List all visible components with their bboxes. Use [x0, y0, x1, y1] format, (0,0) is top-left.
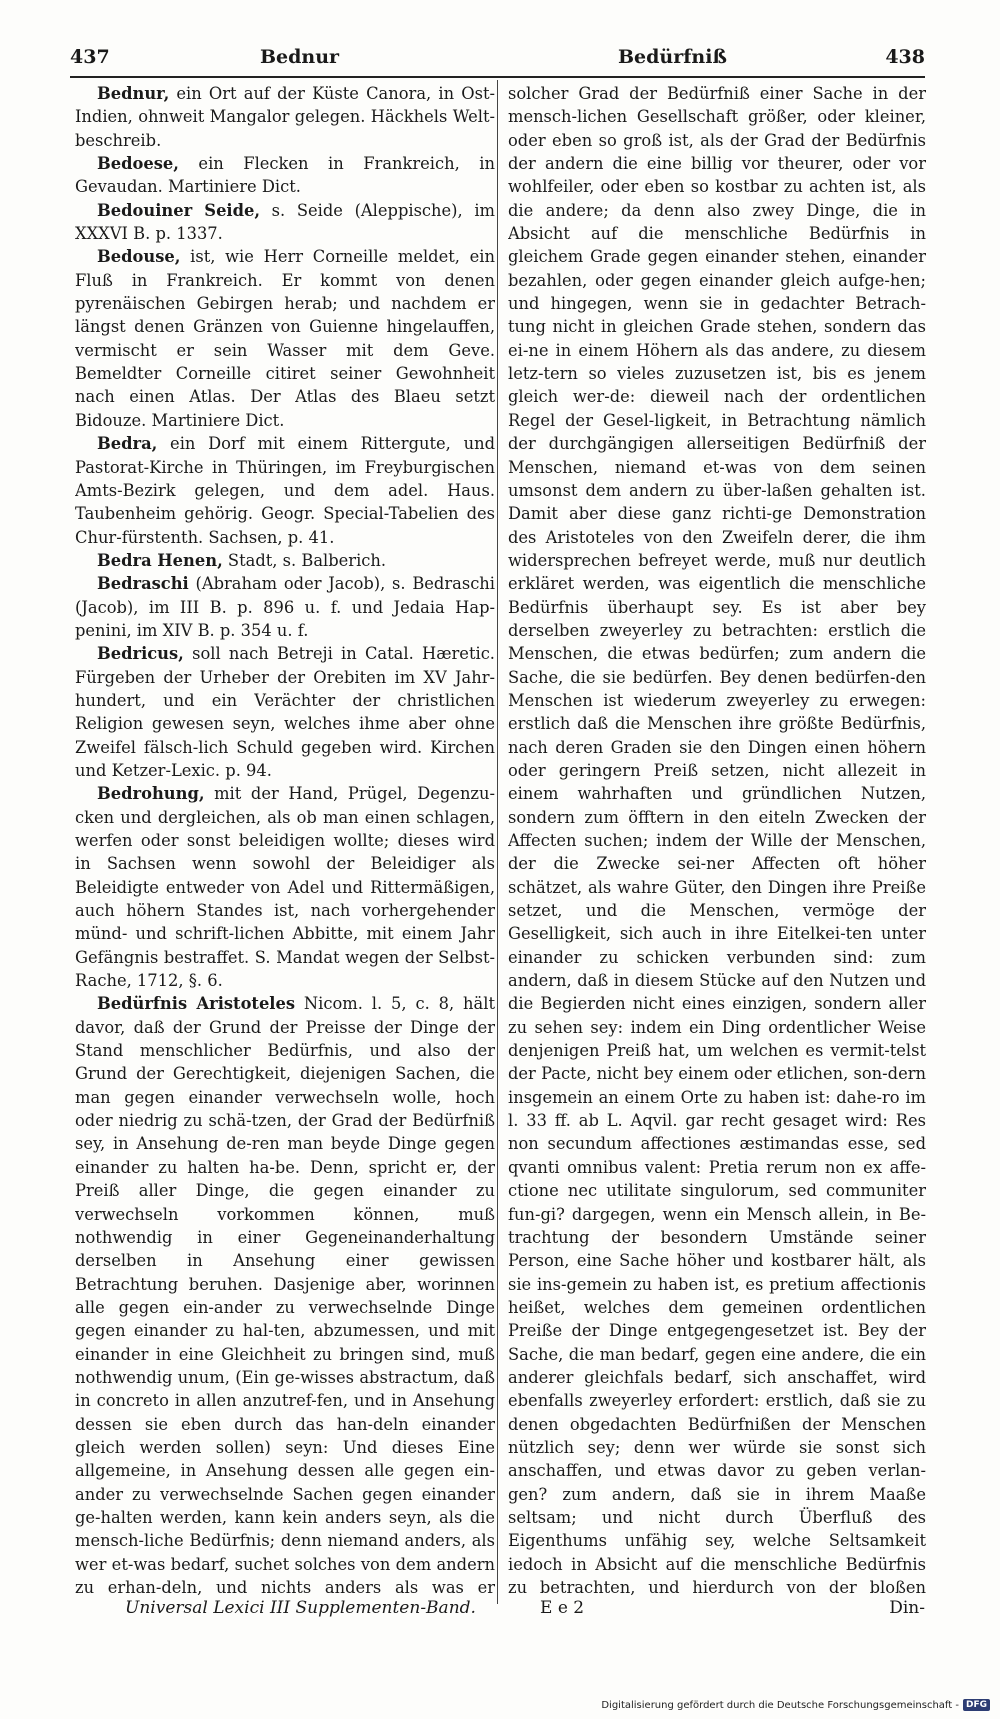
entry-continuation: solcher Grad der Bedürfniß einer Sache in der mensch-lichen Gesellschaft größer, oder kleiner, oder eben so groß ist, als der Grad der Bedürfnis der andern die eine billig vor theurer, oder vor wohlfeiler, oder eben so kostbar zu achten ist, als die andere; da denn also zwey Dinge, die in Absicht auf die menschliche Bedürfnis in gleichem Grade gegen einander stehen, einander bezahlen, oder gegen einander gleich aufge-hen; und hingegen, wenn sie in gedachter Betrach-tung nicht in gleichen Grade stehen, sondern das ei-ne in einem Höhern als das andere, zu diesem letz-tern so vieles zuzusetzen ist, bis es jenem gleich wer-de: dieweil nach der ordentlichen Regel der Gesel-ligkeit, in Betrachtung nämlich der durchgängigen allerseitigen Bedürfniß der Menschen, niemand et-was von dem seinen umsonst dem andern zu über-laßen gehalten ist. Damit aber diese ganz richti-ge Demonstration des Aristoteles von den Zweifeln derer, die ihm widersprechen befreyet werde, muß nur deutlich erkläret werden, was eigentlich die menschliche Bedürfnis überhaupt sey. Es ist aber bey derselben zweyerley zu betrachten: erstlich die Menschen, die etwas bedürfen; zum andern die Sache, die sie bedürfen. Bey denen bedürfen-den Menschen ist wiederum zweyerley zu erwegen: erstlich daß die Menschen ihre größte Bedürfnis, nach deren Graden sie den Dingen einen höhern oder geringern Preiß setzen, nicht allezeit in einem wahrhaften und gründlichen Nutzen, sondern zum öfftern in den eiteln Zwecken der Affecten suchen; indem der Wille der Menschen, der die Zwecke sei-ner Affecten oft höher schätzet, als wahre Güter, den Dingen ihre Preiße setzet, und die Menschen, vermöge der Geselligkeit, sich auch in ihre Eitelkei-ten unter einander zu schicken verbunden sind: zum andern, daß in diesem Stücke auf den Nutzen und die Begierden nicht eines einzigen, sondern aller zu sehen sey: indem ein Ding ordentlicher Weise denjenigen Preiß hat, um welchen es vermit-telst der Pacte, nicht bey einem oder etlichen, son-dern insgemein an einem Orte zu haben ist: dahe-ro im l. 33 ff. ab L. Aqvil. gar recht gesaget wird: Res non secundum affectiones æstimandas esse, sed qvanti omnibus valent: Pretia rerum non ex affe-ctione nec utilitate singulorum, sed communiter fun-gi? dargegen, wenn ein Mensch allein, in Be-trachtung der besondern Umstände seiner Person, eine Sache höher und kostbarer hält, als sie ins-gemein zu haben ist, es pretium affectionis heißet, welches dem gemeinen ordentlichen Preiße der Dinge entgegengesetzet ist. Bey der Sache, die man bedarf, gegen eine andere, die ein anderer gleichfals bedarf, sich anschaffet, wird ebenfalls zweyerley erfordert: erstlich, daß sie zu denen obgedachten Bedürfnißen der Menschen nützlich sey; denn wer würde sie sonst sich anschaffen, und etwas davor zu geben verlan-gen? zum andern, daß sie in ihrem Maaße seltsam; und nicht durch Überfluß des Eigenthums unfähig sey, welche Seltsamkeit iedoch in Absicht auf die menschliche Bedürfnis zu betrachten, und hierdurch von der bloßen	[508, 84, 926, 1597]
entry-text: ein Flecken in Frankreich, in Gevaudan. Martiniere Dict.	[75, 154, 495, 197]
entry-lemma: Bedraschi	[97, 574, 189, 594]
page-number-right: 438	[885, 46, 925, 68]
footer-volume-title: Universal Lexici III Supplementen-Band.	[125, 1598, 476, 1618]
credit-text: Digitalisierung gefördert durch die Deutsche Forschungsgemeinschaft -	[601, 1699, 959, 1711]
page-footer	[70, 1598, 925, 1628]
entry	[75, 992, 495, 1600]
entry-lemma: Bedra,	[97, 434, 158, 454]
running-title-left: Bednur	[260, 46, 340, 68]
header-rule	[70, 76, 925, 78]
entry	[75, 642, 495, 782]
entry-text: mit der Hand, Prügel, Degenzu-cken und dergleichen, als ob man einen schlagen, werfen oder sonst beleidigen wollte; dieses wird in Sachsen wenn sowohl der Beleidiger als Beleidigte entweder von Adel und Rittermäßigen, auch höhern Standes ist, nach vorhergehender münd- und schrift-lichen Abbitte, mit einem Jahr Gefängnis bestraffet. S. Mandat wegen der Selbst-Rache, 1712, §. 6.	[75, 784, 495, 991]
entry-lemma: Bedra Henen,	[97, 550, 223, 570]
entry-lemma: Bedouiner Seide,	[97, 200, 261, 220]
entry-lemma: Bedricus,	[97, 644, 184, 664]
digitization-credit	[601, 1699, 990, 1711]
footer-catchword: Din-	[889, 1598, 925, 1618]
entry	[75, 245, 495, 432]
entry-text: ein Dorf mit einem Rittergute, und Pastorat-Kirche in Thüringen, im Freyburgischen Amts-Bezirk gelegen, und dem adel. Haus. Taubenheim gehörig. Geogr. Special-Tabelien des Chur-fürstenth. Sachsen, p. 41.	[75, 434, 495, 547]
entry	[75, 152, 495, 199]
page-header	[70, 42, 925, 78]
entry-lemma: Bedouse,	[97, 247, 181, 267]
entry	[75, 572, 495, 642]
entry	[75, 432, 495, 549]
entry-text: ist, wie Herr Corneille meldet, ein Fluß in Frankreich. Er kommt von denen pyrenäischen Gebirgen herab; und nachdem er längst denen Gränzen von Guienne hingelauffen, vermischt er sein Wasser mit dem Geve. Bemeldter Corneille citiret seiner Gewohnheit nach einen Atlas. Der Atlas des Blaeu setzt Bidouze. Martiniere Dict.	[75, 247, 495, 430]
entry-text: s. Seide (Aleppische), im XXXVI B. p. 1337.	[75, 200, 495, 244]
page-number-left: 437	[70, 46, 110, 68]
entry-text: Nicom. l. 5, c. 8, hält davor, daß der Grund der Preisse der Dinge der Stand menschlicher Bedürfnis, und also der Grund der Gerechtigkeit, diejenigen Sachen, die man gegen einander verwechseln wolle, hoch oder niedrig zu schä-tzen, der Grad der Bedürfniß sey, in Ansehung de-ren man beyde Dinge gegen einander zu halten ha-be. Denn, spricht er, der Preiß aller Dinge, die gegen einander zu verwechseln vorkommen können, muß nothwendig in einer Gegeneinanderhaltung derselben in Ansehung einer gewissen Betrachtung beruhen. Dasjenige aber, worinnen alle gegen ein-ander zu verwechselnde Dinge gegen einander zu hal-ten, abzumessen, und mit einander in eine Gleichheit zu bringen sind, muß nothwendig unum, (Ein ge-wisses abstractum, daß in concreto in allen anzutref-fen, und in Ansehung dessen sie eben durch das han-deln einander gleich werden sollen) seyn: Und dieses Eine allgemeine, in Ansehung dessen alle gegen ein-ander zu verwechselnde Sachen gegen einander ge-halten werden, kann kein anders seyn, als die mensch-liche Bedürfnis; denn niemand anders, als wer et-was bedarf, suchet solches von dem andern zu erhan-deln, und nichts anders als was er	[75, 994, 495, 1597]
entry-lemma: Bedrohung,	[97, 784, 205, 804]
dfg-logo-icon: DFG	[963, 1699, 990, 1711]
footer-signature: E e 2	[540, 1598, 585, 1618]
entry	[75, 199, 495, 246]
entry-text: Stadt, s. Balberich.	[222, 550, 387, 570]
right-column	[508, 82, 926, 1600]
entry	[75, 82, 495, 152]
entry-text: soll nach Betreji in Catal. Hæretic. Fürgeben der Urheber der Orebiten im XV Jahr-hundert, und ein Verächter der christlichen Religion gewesen seyn, welches ihme aber ohne Zweifel fälsch-lich Schuld gegeben wird. Kirchen und Ketzer-Lexic. p. 94.	[75, 644, 495, 780]
running-title-right: Bedürfniß	[618, 46, 727, 68]
column-divider	[497, 80, 498, 1604]
entry	[75, 782, 495, 992]
entry-lemma: Bednur,	[97, 84, 170, 103]
entry	[75, 549, 495, 572]
entry-lemma: Bedürfnis Aristoteles	[97, 994, 296, 1014]
entry-lemma: Bedoese,	[97, 154, 179, 174]
entry-text: ein Ort auf der Küste Canora, in Ost-Indien, ohnweit Mangalor gelegen. Häckhels Welt-beschreib.	[75, 84, 495, 150]
left-column	[75, 82, 495, 1600]
entry-text: (Abraham oder Jacob), s. Bedraschi (Jacob), im III B. p. 896 u. f. und Jedaia Hap-penini, im XIV B. p. 354 u. f.	[75, 574, 495, 640]
